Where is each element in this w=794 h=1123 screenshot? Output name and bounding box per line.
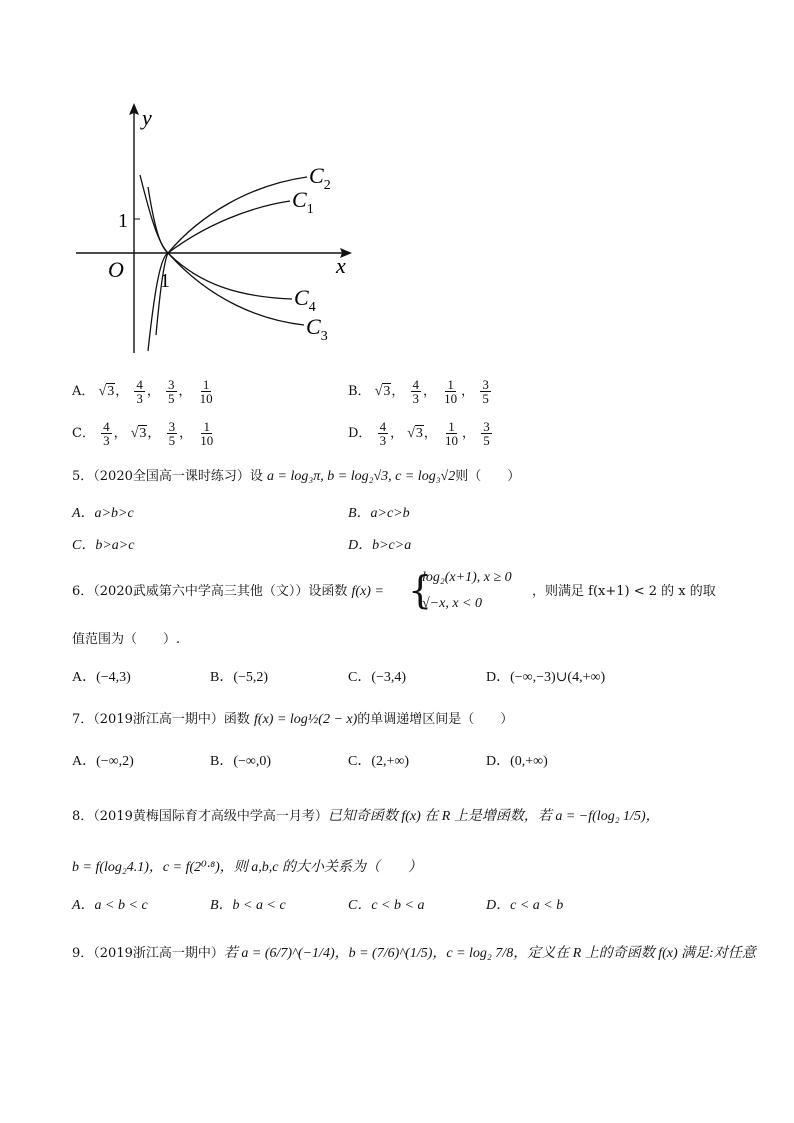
- q7-option-b[interactable]: B．(−∞,0): [210, 754, 272, 769]
- label-c1: $C_1$: [292, 187, 314, 217]
- q5-option-d[interactable]: D．b>c>a: [348, 538, 412, 553]
- origin-label: O: [108, 257, 124, 282]
- q7-option-d[interactable]: D．(0,+∞): [486, 754, 548, 769]
- q6-option-d[interactable]: D．(−∞,−3)∪(4,+∞): [486, 670, 606, 685]
- q4-option-b[interactable]: B． √3， $\frac{4}{3}$ ， $\frac{1}{10}$ ， $\frac{3}{5}$: [348, 377, 489, 406]
- q6-option-b[interactable]: B．(−5,2): [210, 670, 269, 685]
- q5-option-a[interactable]: A．a>b>c: [72, 506, 134, 521]
- q8-option-c[interactable]: C．c < b < a: [348, 898, 425, 913]
- q6-stem-tail: ，则满足 f(x+1) < 2 的 x 的取: [532, 584, 716, 599]
- q7-option-c[interactable]: C．(2,+∞): [348, 754, 410, 769]
- q6-stem: 6．（2020武威第六中学高三其他（文））设函数 f(x) =: [72, 584, 384, 599]
- q5-stem: 5．（2020全国高一课时练习）设 a = log₃π, b = log₂√3, c = log₃√2则（ ）: [72, 469, 521, 484]
- x-tick-label: 1: [160, 270, 170, 292]
- curve-c3: [148, 187, 304, 325]
- q9-stem: 9．（2019浙江高一期中）若 a = (6/7)^(−1/4)，b = (7/6)^(1/5)，c = log₂ 7/8，定义在 R 上的奇函数 f(x) 满足:对任意: [72, 946, 756, 961]
- log-curves-figure: [60, 95, 370, 360]
- y-axis-label: y: [142, 105, 152, 130]
- curve-c1: [156, 201, 290, 335]
- q6-piecewise-brace: {: [408, 568, 433, 612]
- x-axis-label: x: [336, 253, 346, 278]
- label-c2: $C_2$: [309, 163, 331, 193]
- q6-option-c[interactable]: C．(−3,4): [348, 670, 407, 685]
- curve-c2: [148, 177, 307, 351]
- q6-case-2: √−x, x < 0: [422, 596, 483, 611]
- q6-option-a[interactable]: A．(−4,3): [72, 670, 131, 685]
- q8-stem-line2: b = f(log₂4.1)，c = f(2⁰·⁸)，则 a,b,c 的大小关系为（ ）: [72, 860, 422, 875]
- q4-option-d[interactable]: D． $\frac{4}{3}$ ， √3， $\frac{1}{10}$ ， $\frac{3}{5}$: [348, 419, 490, 448]
- q8-option-a[interactable]: A．a < b < c: [72, 898, 148, 913]
- q4-option-a[interactable]: A． √3， $\frac{4}{3}$ ， $\frac{3}{5}$ ， $\frac{1}{10}$: [72, 377, 213, 406]
- q7-option-a[interactable]: A．(−∞,2): [72, 754, 134, 769]
- q6-case-1: log₂(x+1), x ≥ 0: [422, 570, 512, 585]
- q5-option-c[interactable]: C．b>a>c: [72, 538, 135, 553]
- q8-option-d[interactable]: D．c < a < b: [486, 898, 564, 913]
- q8-stem: 8．（2019黄梅国际育才高级中学高一月考）已知奇函数 f(x) 在 R 上是增函数，若 a = −f(log₂ 1/5)，: [72, 809, 660, 824]
- q6-stem-line2: 值范围为（ ）.: [72, 632, 181, 647]
- y-tick-label: 1: [118, 210, 128, 232]
- q5-option-b[interactable]: B．a>c>b: [348, 506, 410, 521]
- label-c4: $C_4$: [294, 285, 316, 315]
- q4-option-c[interactable]: C． $\frac{4}{3}$ ， √3， $\frac{3}{5}$ ， $\frac{1}{10}$: [72, 419, 214, 448]
- label-c3: $C_3$: [306, 314, 328, 344]
- q7-stem: 7．（2019浙江高一期中）函数 f(x) = log½(2 − x)的单调递增区间是（ ）: [72, 712, 514, 727]
- q8-option-b[interactable]: B．b < a < c: [210, 898, 286, 913]
